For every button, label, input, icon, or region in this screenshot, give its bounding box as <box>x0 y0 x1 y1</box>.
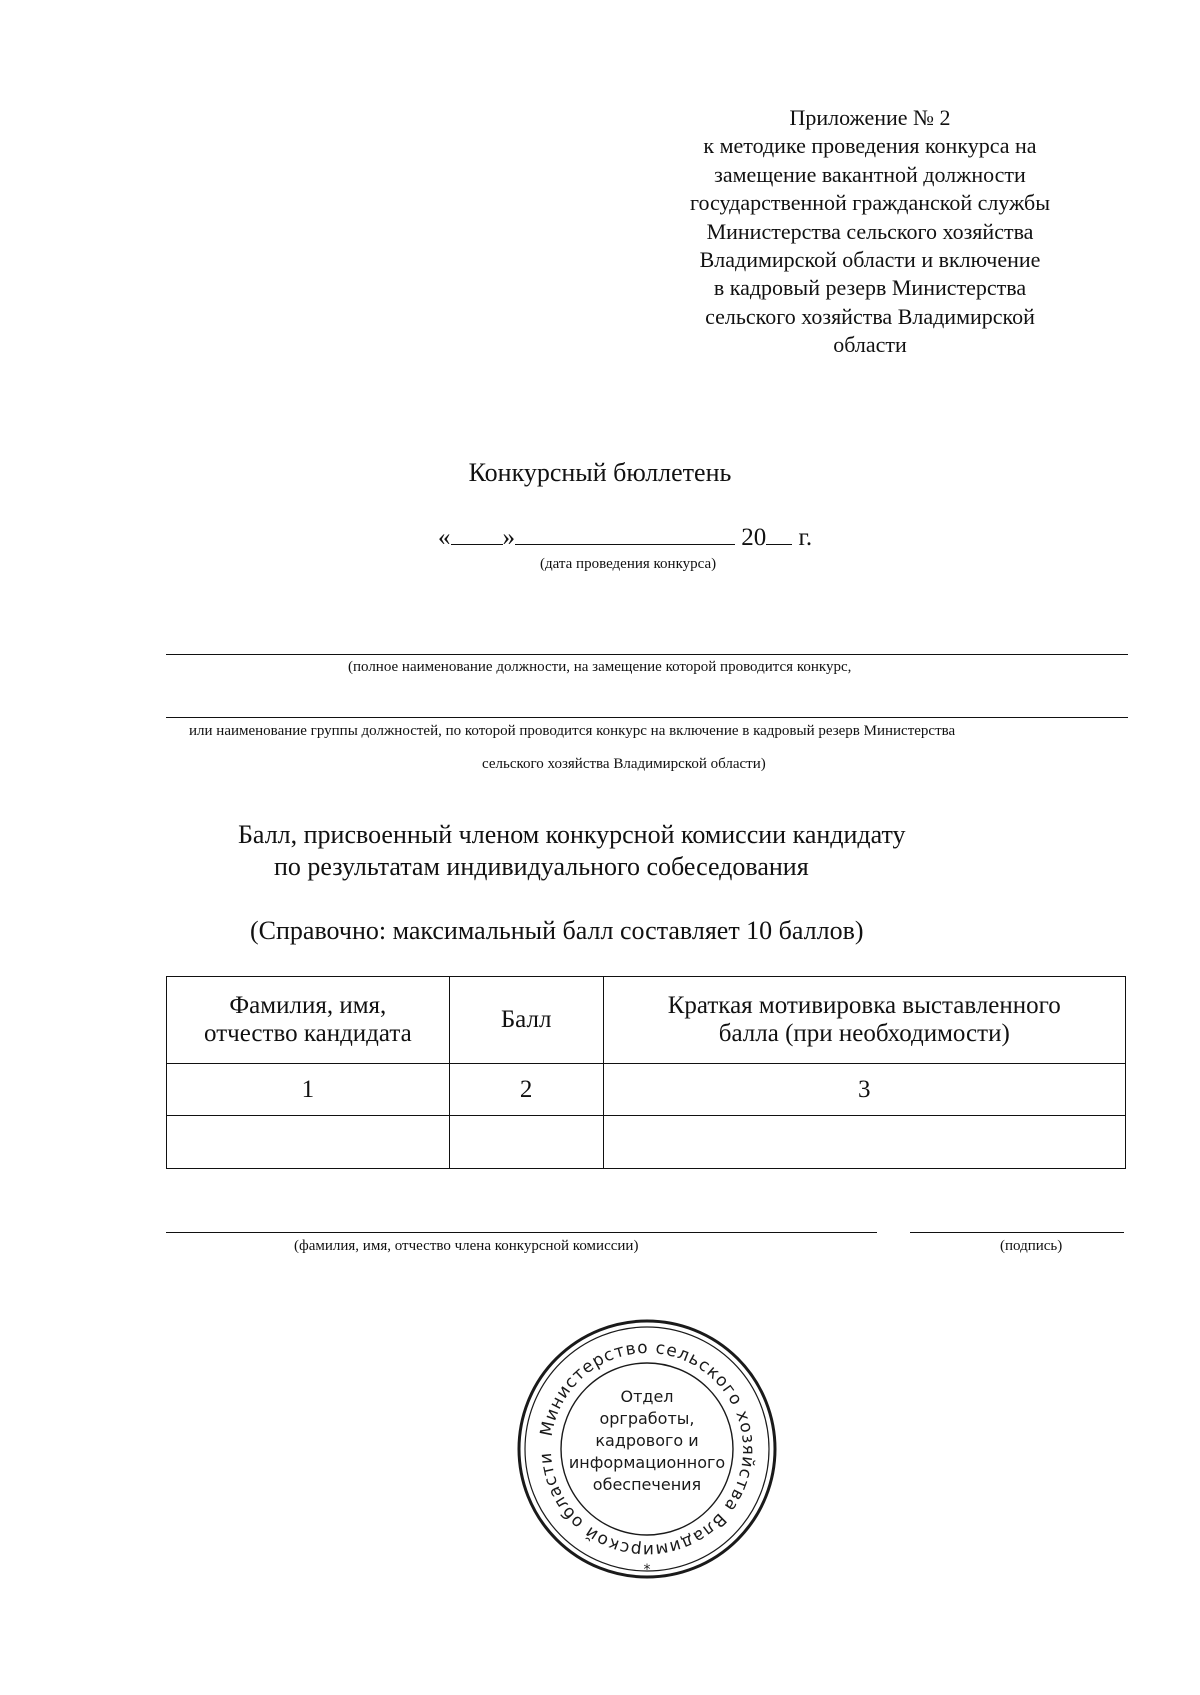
candidate-name-cell[interactable] <box>167 1116 450 1169</box>
year-blank[interactable] <box>766 524 792 545</box>
stamp-center-line: Отдел <box>620 1387 674 1406</box>
table-row <box>167 1116 1126 1169</box>
annex-line: в кадровый резерв Министерства <box>713 275 1027 301</box>
member-name-line[interactable] <box>166 1232 877 1233</box>
position-caption-3: сельского хозяйства Владимирской области) <box>482 756 766 772</box>
score-table <box>166 976 1126 1169</box>
position-line-1[interactable] <box>166 654 1128 655</box>
header-score: Балл <box>449 977 603 1064</box>
header-text: Фамилия, имя, <box>229 992 387 1019</box>
stamp-center-line: обеспечения <box>592 1475 702 1494</box>
table-header-row <box>167 977 1126 1064</box>
header-text: Краткая мотивировка выставленного <box>667 992 1061 1019</box>
date-line <box>438 524 812 552</box>
motivation-cell[interactable] <box>603 1116 1125 1169</box>
annex-line: Приложение № 2 <box>789 105 951 130</box>
header-text: балла (при необходимости) <box>718 1020 1010 1047</box>
annex-line: государственной гражданской службы <box>690 190 1050 216</box>
date-caption: (дата проведения конкурса) <box>540 556 717 572</box>
table-number-row <box>167 1064 1126 1116</box>
official-stamp <box>512 1314 782 1584</box>
reference-note: (Справочно: максимальный балл составляет 10 баллов) <box>250 916 864 945</box>
month-blank[interactable] <box>515 524 735 545</box>
column-number: 1 <box>167 1064 450 1116</box>
stamp-center-line: информационного <box>568 1453 726 1472</box>
close-quote: » <box>502 524 515 551</box>
position-caption-2: или наименование группы должностей, по которой проводится конкурс на включение в кадровый резерв Министерства <box>189 723 956 739</box>
stamp-center-line: оргработы, <box>599 1409 695 1428</box>
annex-line: сельского хозяйства Владимирской <box>705 303 1035 329</box>
score-heading-line1: Балл, присвоенный членом конкурсной комиссии кандидату <box>238 820 906 849</box>
annex-line: области <box>833 332 907 358</box>
score-heading-line2: по результатам индивидуального собеседования <box>274 852 809 881</box>
signature-line[interactable] <box>910 1232 1124 1233</box>
annex-line: замещение вакантной должности <box>714 161 1026 187</box>
score-cell[interactable] <box>449 1116 603 1169</box>
member-name-caption: (фамилия, имя, отчество члена конкурсной комиссии) <box>294 1238 639 1254</box>
document-title: Конкурсный бюллетень <box>468 458 732 487</box>
header-text: отчество кандидата <box>204 1020 412 1047</box>
column-number: 3 <box>603 1064 1125 1116</box>
stamp-center-line: кадрового и <box>595 1431 699 1450</box>
position-caption-1: (полное наименование должности, на замещение которой проводится конкурс, <box>348 659 852 675</box>
annex-line: Министерства сельского хозяйства <box>706 218 1034 244</box>
open-quote: « <box>438 524 451 551</box>
stamp-ring-label: Министерство сельского хозяйства Владимирской области <box>535 1337 759 1561</box>
annex-line: Владимирской области и включение <box>699 247 1041 273</box>
column-number: 2 <box>449 1064 603 1116</box>
signature-caption: (подпись) <box>1000 1238 1063 1254</box>
header-motivation <box>603 977 1125 1064</box>
annex-header <box>620 104 1120 360</box>
year-suffix: г. <box>792 524 813 551</box>
year-prefix: 20 <box>741 524 767 551</box>
position-line-2[interactable] <box>166 717 1128 718</box>
header-candidate-name <box>167 977 450 1064</box>
stamp-star-icon: * <box>643 1562 651 1578</box>
day-blank[interactable] <box>451 524 503 545</box>
stamp-seal <box>512 1314 782 1584</box>
annex-line: к методике проведения конкурса на <box>703 133 1037 159</box>
